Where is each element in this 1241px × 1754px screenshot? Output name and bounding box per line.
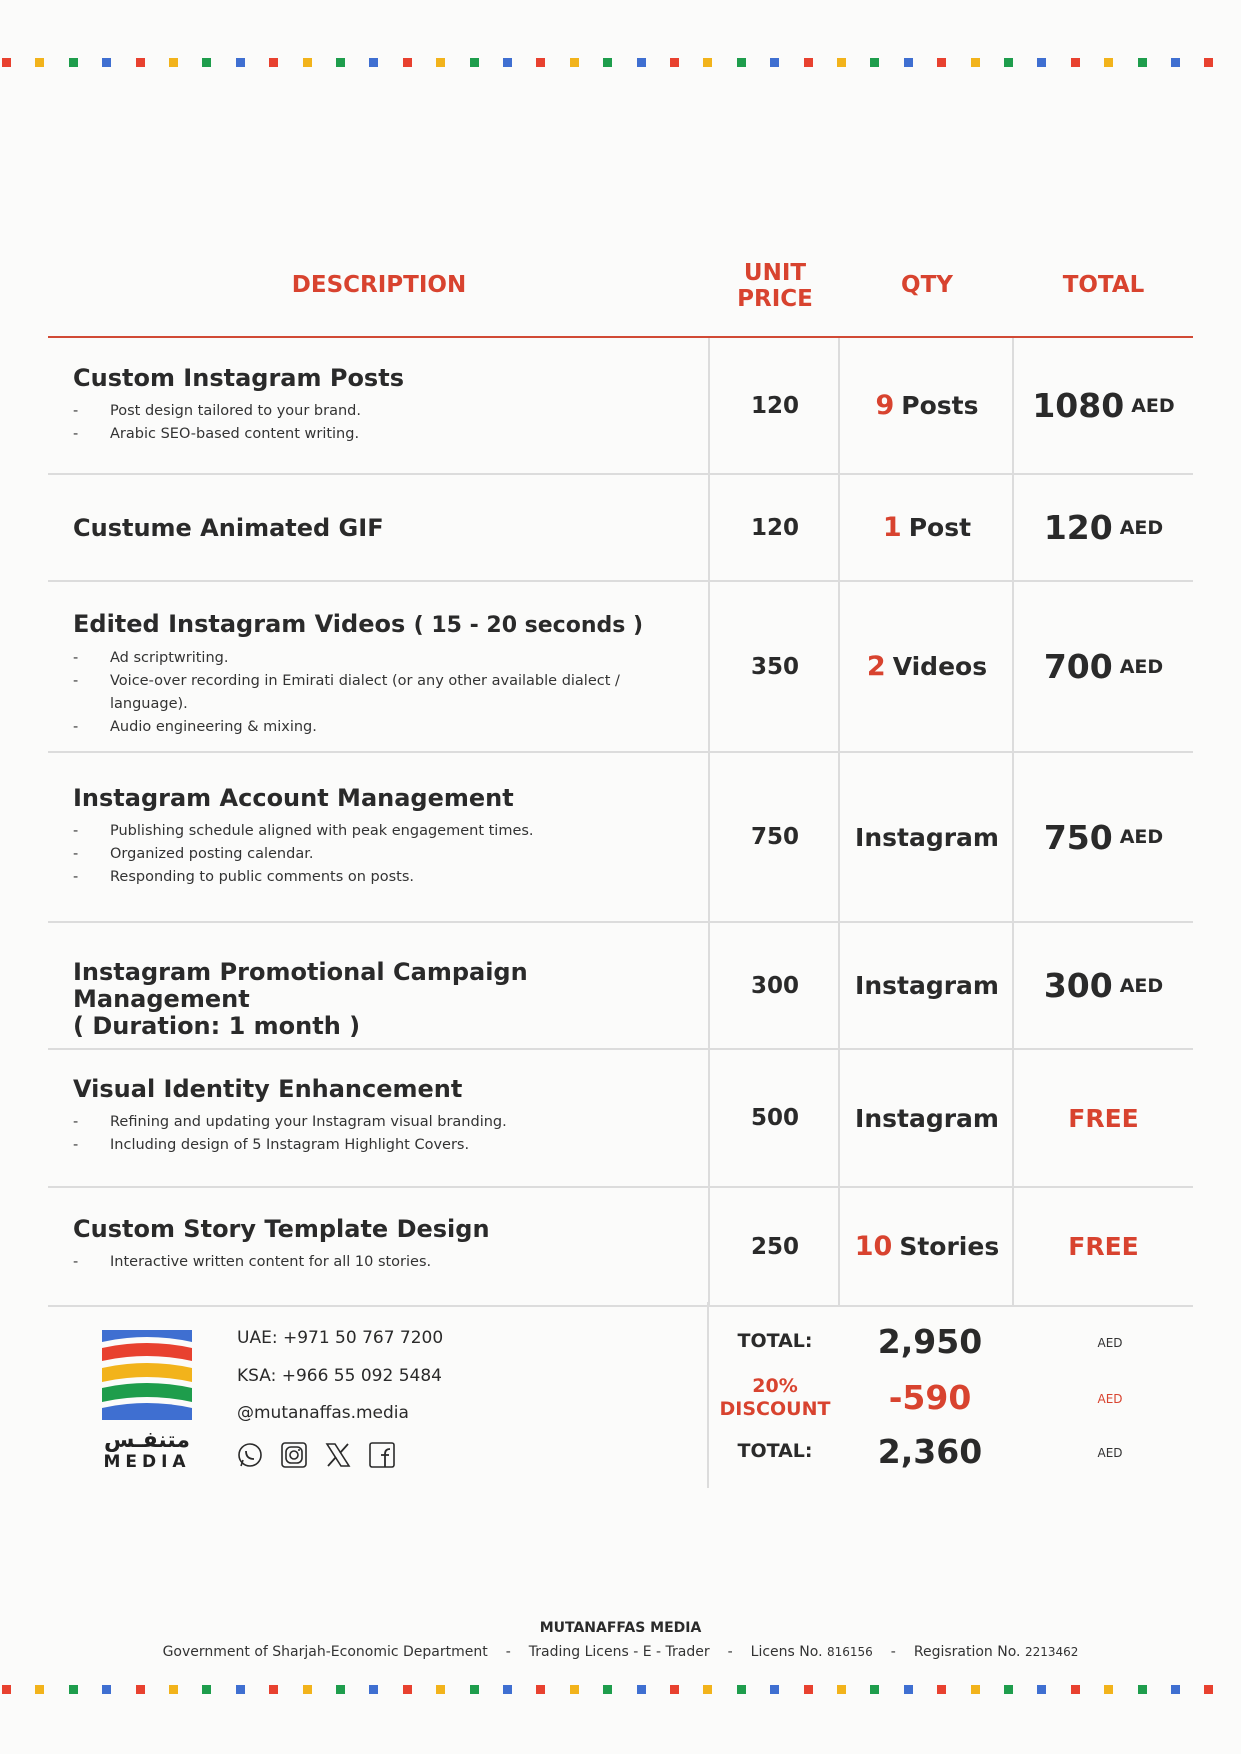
total-currency: AED xyxy=(1119,974,1164,997)
border-dot xyxy=(937,58,946,67)
total-amount: 120 xyxy=(1043,508,1113,547)
border-dot xyxy=(202,58,211,67)
table-row xyxy=(48,338,1193,475)
qty-label: Posts xyxy=(901,391,979,420)
border-dot xyxy=(136,1685,145,1694)
border-dot xyxy=(770,58,779,67)
discount-word: DISCOUNT xyxy=(719,1398,831,1420)
border-dot xyxy=(904,58,913,67)
row-title: Custom Instagram Posts xyxy=(73,364,404,392)
border-dot xyxy=(35,1685,44,1694)
row-title: Instagram Account Management xyxy=(73,784,514,812)
row-title: Custom Story Template Design xyxy=(73,1215,490,1243)
border-dot xyxy=(169,1685,178,1694)
border-dot xyxy=(971,1685,980,1694)
table-row xyxy=(48,923,1193,1050)
border-dot xyxy=(1204,58,1213,67)
qty-label: Post xyxy=(908,513,972,542)
total-currency: AED xyxy=(1119,826,1164,848)
discount-label xyxy=(710,1375,840,1421)
border-dot xyxy=(1071,1685,1080,1694)
border-dot xyxy=(69,1685,78,1694)
row-total xyxy=(1014,582,1193,751)
border-dot xyxy=(703,1685,712,1694)
border-dot xyxy=(603,1685,612,1694)
border-dot xyxy=(1104,1685,1113,1694)
header-unit-price xyxy=(710,260,840,312)
logo-arabic-text: متنفـس xyxy=(103,1428,191,1453)
x-icon[interactable] xyxy=(324,1441,352,1469)
border-dot xyxy=(202,1685,211,1694)
row-description xyxy=(73,1076,618,1157)
border-dot xyxy=(436,58,445,67)
qty-number: 9 xyxy=(875,390,895,421)
border-dot xyxy=(703,58,712,67)
row-total xyxy=(1014,753,1193,921)
row-title: Visual Identity Enhancement xyxy=(73,1075,463,1103)
border-dot xyxy=(603,58,612,67)
whatsapp-icon[interactable] xyxy=(236,1441,264,1469)
footer-trading: Trading Licens - E - Trader xyxy=(528,1644,710,1660)
border-dot xyxy=(102,58,111,67)
footer-separator: - xyxy=(505,1644,511,1660)
border-dot xyxy=(1071,58,1080,67)
header-unit-price-line1: UNIT xyxy=(743,260,807,286)
border-dot xyxy=(770,1685,779,1694)
footer-license-line xyxy=(0,1644,1241,1660)
border-dot xyxy=(1037,1685,1046,1694)
discount-currency: AED xyxy=(1097,1392,1123,1406)
header-unit-price-line2: PRICE xyxy=(737,286,813,312)
row-title: Instagram Promotional Campaign Management xyxy=(73,958,528,1013)
social-handle: @mutanaffas.media xyxy=(237,1403,409,1423)
row-bullet: - Organized posting calendar. xyxy=(73,843,618,866)
border-dot xyxy=(737,58,746,67)
border-dot xyxy=(1104,58,1113,67)
row-description xyxy=(73,1216,618,1274)
row-unit-price: 500 xyxy=(750,1105,799,1131)
total-amount: 700 xyxy=(1043,647,1113,686)
border-dot xyxy=(69,58,78,67)
row-total xyxy=(1014,923,1193,1048)
summary-discount-row xyxy=(710,1375,1192,1420)
border-dot xyxy=(403,58,412,67)
row-description xyxy=(73,611,663,739)
final-total-label: TOTAL: xyxy=(737,1440,813,1462)
border-dot xyxy=(169,58,178,67)
total-amount: 1080 xyxy=(1032,386,1125,425)
row-description xyxy=(73,785,618,889)
row-bullet: - Post design tailored to your brand. xyxy=(73,400,618,423)
border-dot xyxy=(1171,58,1180,67)
row-total xyxy=(1014,338,1193,473)
row-unit-price: 120 xyxy=(750,514,799,541)
row-bullet: - Voice-over recording in Emirati dialect (or any other available dialect / language). xyxy=(73,670,663,716)
border-dot xyxy=(637,1685,646,1694)
border-dot xyxy=(1138,58,1147,67)
border-dot xyxy=(971,58,980,67)
row-qty xyxy=(840,753,1014,921)
total-amount: 300 xyxy=(1043,966,1113,1005)
row-qty xyxy=(840,475,1014,580)
border-dot xyxy=(470,58,479,67)
facebook-icon[interactable] xyxy=(368,1441,396,1469)
border-dot xyxy=(570,1685,579,1694)
border-dot xyxy=(1171,1685,1180,1694)
row-bullet: - Audio engineering & mixing. xyxy=(73,716,663,739)
table-row xyxy=(48,475,1193,582)
border-dot xyxy=(804,58,813,67)
border-dot xyxy=(637,58,646,67)
row-qty xyxy=(840,1188,1014,1305)
row-unit-price: 350 xyxy=(750,653,799,680)
summary-final-row xyxy=(710,1432,1192,1472)
total-label: TOTAL: xyxy=(737,1330,813,1352)
logo-waves-icon xyxy=(100,1328,194,1426)
border-dot xyxy=(570,58,579,67)
row-description xyxy=(73,959,663,1040)
footer-gov: Government of Sharjah-Economic Department xyxy=(162,1644,488,1660)
header-qty: QTY xyxy=(901,272,953,298)
row-title-line2: ( Duration: 1 month ) xyxy=(73,1012,361,1040)
border-dot xyxy=(1204,1685,1213,1694)
row-bullet: - Ad scriptwriting. xyxy=(73,647,663,670)
instagram-icon[interactable] xyxy=(280,1441,308,1469)
row-total xyxy=(1014,1188,1193,1305)
footer-reg-label: Regisration No. xyxy=(913,1644,1021,1660)
border-dot xyxy=(837,1685,846,1694)
free-label: FREE xyxy=(1068,1232,1139,1261)
border-dot xyxy=(536,1685,545,1694)
footer-licens-no: 816156 xyxy=(826,1645,873,1659)
border-dot xyxy=(470,1685,479,1694)
row-bullet: - Interactive written content for all 10 stories. xyxy=(73,1251,618,1274)
qty-label: Videos xyxy=(892,652,988,681)
total-amount: 750 xyxy=(1043,817,1113,857)
footer-licens-label: Licens No. xyxy=(750,1644,823,1660)
row-bullet: - Refining and updating your Instagram visual branding. xyxy=(73,1111,618,1134)
border-dot xyxy=(136,58,145,67)
border-dot xyxy=(837,58,846,67)
border-dot xyxy=(670,1685,679,1694)
border-dot xyxy=(937,1685,946,1694)
row-title: Custume Animated GIF xyxy=(73,514,384,542)
border-dot xyxy=(236,58,245,67)
row-unit-price: 750 xyxy=(750,824,799,850)
row-qty xyxy=(840,1050,1014,1186)
border-dot xyxy=(737,1685,746,1694)
table-row xyxy=(48,753,1193,923)
table-row xyxy=(48,582,1193,753)
border-dot xyxy=(269,58,278,67)
row-title-main: Edited Instagram Videos xyxy=(73,610,406,638)
row-title xyxy=(73,611,663,639)
border-dot xyxy=(870,1685,879,1694)
row-bullet: - Responding to public comments on posts. xyxy=(73,866,618,889)
border-dot xyxy=(35,58,44,67)
border-dot xyxy=(336,58,345,67)
top-dotted-border xyxy=(0,58,1241,68)
border-dot xyxy=(102,1685,111,1694)
row-bullet: - Arabic SEO-based content writing. xyxy=(73,423,618,446)
social-icons xyxy=(236,1441,407,1469)
summary-divider xyxy=(707,1302,709,1488)
row-qty xyxy=(840,923,1014,1048)
row-qty xyxy=(840,338,1014,473)
row-unit-price: 300 xyxy=(750,972,799,999)
border-dot xyxy=(503,58,512,67)
row-description xyxy=(73,365,618,446)
row-total xyxy=(1014,1050,1193,1186)
total-currency: AED xyxy=(1131,394,1175,417)
qty-number: 1 xyxy=(882,512,902,543)
border-dot xyxy=(336,1685,345,1694)
border-dot xyxy=(303,58,312,67)
border-dot xyxy=(436,1685,445,1694)
qty-label: Instagram xyxy=(855,971,999,1000)
row-total xyxy=(1014,475,1193,580)
total-currency: AED xyxy=(1119,655,1164,678)
uae-phone: UAE: +971 50 767 7200 xyxy=(237,1328,444,1348)
qty-number: 2 xyxy=(866,651,886,682)
row-description xyxy=(73,515,618,542)
border-dot xyxy=(369,1685,378,1694)
row-unit-price: 250 xyxy=(750,1233,799,1260)
ksa-phone: KSA: +966 55 092 5484 xyxy=(237,1365,442,1386)
border-dot xyxy=(2,58,11,67)
border-dot xyxy=(2,1685,11,1694)
border-dot xyxy=(1004,58,1013,67)
header-description: DESCRIPTION xyxy=(291,272,467,298)
border-dot xyxy=(1138,1685,1147,1694)
qty-label: Instagram xyxy=(855,822,999,852)
table-row xyxy=(48,1050,1193,1188)
border-dot xyxy=(670,58,679,67)
border-dot xyxy=(503,1685,512,1694)
table-header xyxy=(48,240,1193,338)
border-dot xyxy=(904,1685,913,1694)
total-currency: AED xyxy=(1097,1336,1123,1350)
total-value: 2,950 xyxy=(877,1322,983,1361)
mutanaffas-media-logo xyxy=(100,1328,194,1470)
final-total-value: 2,360 xyxy=(877,1432,983,1471)
border-dot xyxy=(870,58,879,67)
border-dot xyxy=(1004,1685,1013,1694)
footer-company-name: MUTANAFFAS MEDIA xyxy=(539,1620,702,1636)
qty-label: Instagram xyxy=(855,1103,999,1133)
header-total: TOTAL xyxy=(1062,272,1145,298)
row-bullet: - Publishing schedule aligned with peak engagement times. xyxy=(73,820,618,843)
summary-total-row xyxy=(710,1322,1192,1362)
border-dot xyxy=(804,1685,813,1694)
qty-label: Stories xyxy=(899,1232,1000,1261)
border-dot xyxy=(1037,58,1046,67)
discount-percent: 20% xyxy=(752,1375,798,1397)
footer-reg-no: 2213462 xyxy=(1024,1645,1079,1659)
discount-value: -590 xyxy=(888,1378,972,1417)
free-label: FREE xyxy=(1068,1103,1139,1133)
contact-info xyxy=(237,1326,443,1439)
border-dot xyxy=(303,1685,312,1694)
row-bullet: - Including design of 5 Instagram Highlight Covers. xyxy=(73,1134,618,1157)
row-title-suffix: ( 15 - 20 seconds ) xyxy=(413,613,644,638)
quotation-table xyxy=(48,240,1193,1307)
border-dot xyxy=(369,58,378,67)
border-dot xyxy=(403,1685,412,1694)
table-row xyxy=(48,1188,1193,1307)
logo-media-text: MEDIA xyxy=(103,1452,191,1472)
footer-separator: - xyxy=(727,1644,733,1660)
total-currency: AED xyxy=(1119,516,1164,539)
border-dot xyxy=(269,1685,278,1694)
final-currency: AED xyxy=(1097,1446,1123,1460)
border-dot xyxy=(536,58,545,67)
border-dot xyxy=(236,1685,245,1694)
bottom-dotted-border xyxy=(0,1685,1241,1695)
row-qty xyxy=(840,582,1014,751)
qty-number: 10 xyxy=(854,1231,893,1262)
row-unit-price: 120 xyxy=(750,392,799,419)
footer-separator: - xyxy=(890,1644,896,1660)
